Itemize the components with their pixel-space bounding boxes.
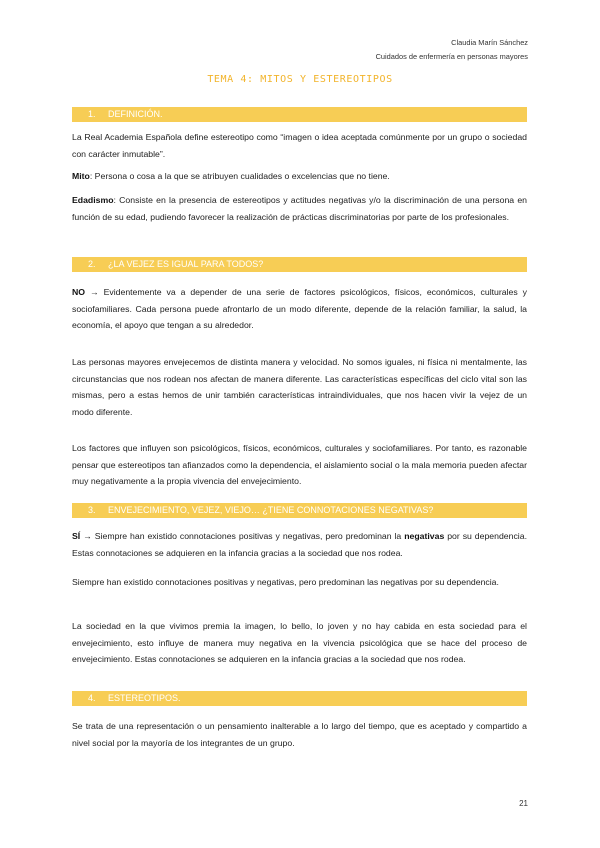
paragraph: Edadismo: Consiste en la presencia de estereotipos y actitudes negativas y/o la discriminación de una persona en función de su edad, pudiendo favorecer la realización de prácticas discriminatorias por parte de los profesionales. <box>72 195 527 222</box>
page-title: TEMA 4: MITOS Y ESTEREOTIPOS <box>207 74 393 85</box>
paragraph: Siempre han existido connotaciones positivas y negativas, pero predominan las negativas por su dependencia. <box>72 577 499 587</box>
paragraph: La Real Academia Española define estereotipo como “imagen o idea aceptada comúnmente por un grupo o sociedad con carácter inmutable”. <box>72 132 527 159</box>
paragraph: Las personas mayores envejecemos de distinta manera y velocidad. No somos iguales, ni física ni mentalmente, las circunstancias que nos rodean nos afectan de manera diferente. Las características específicas del ciclo vital son las mismas, pero a estas hemos de unir también características intraindividuales, que nos hacen vivir la vejez de un modo diferente. <box>72 357 527 417</box>
paragraph: Se trata de una representación o un pensamiento inalterable a lo largo del tiempo, que es aceptado y compartido a nivel social por la mayoría de los integrantes de un grupo. <box>72 721 527 748</box>
section-heading-1 <box>72 107 527 122</box>
header-author: Claudia Marín Sánchez <box>451 38 528 47</box>
section-number: 2. <box>88 259 96 269</box>
section-heading-3 <box>72 503 527 518</box>
section-number: 4. <box>88 693 96 703</box>
paragraph: NO → Evidentemente va a depender de una serie de factores psicológicos, físicos, económicos, culturales y sociofamiliares. Cada persona puede afrontarlo de un modo diferente, depende de la relación familiar, la salud, la economía, el apoyo que tengan a su alrededor. <box>72 287 527 330</box>
paragraph: Mito: Persona o cosa a la que se atribuyen cualidades o excelencias que no tiene. <box>72 171 390 181</box>
section-number: 3. <box>88 505 96 515</box>
section-title: ¿LA VEJEZ ES IGUAL PARA TODOS? <box>108 259 264 269</box>
header-course: Cuidados de enfermería en personas mayores <box>375 52 528 61</box>
section-title: DEFINICIÓN. <box>108 109 163 119</box>
section-title: ESTEREOTIPOS. <box>108 693 181 703</box>
paragraph: Los factores que influyen son psicológicos, físicos, económicos, culturales y sociofamiliares. Por tanto, es razonable pensar que estereotipos tan afianzados como la dependencia, el aislamiento social o la mala memoria pueden afectar muy negativamente a la propia vivencia del envejecimiento. <box>72 443 527 486</box>
section-heading-2 <box>72 257 527 272</box>
paragraph: SÍ → Siempre han existido connotaciones positivas y negativas, pero predominan la negativas por su dependencia. Estas connotaciones se adquieren en la infancia gracias a la sociedad que nos rodea. <box>72 531 527 558</box>
section-title: ENVEJECIMIENTO, VEJEZ, VIEJO… ¿TIENE CONNOTACIONES NEGATIVAS? <box>108 505 434 515</box>
page-number: 21 <box>519 799 528 808</box>
paragraph: La sociedad en la que vivimos premia la imagen, lo bello, lo joven y no hay cabida en esta sociedad para el envejecimiento, esto influye de manera muy negativa en la vivencia psicológica que se hace del proceso de envejecimiento. Estas connotaciones se adquieren en la infancia gracias a la sociedad que nos rodea. <box>72 621 527 664</box>
section-number: 1. <box>88 109 96 119</box>
section-heading-4 <box>72 691 527 706</box>
